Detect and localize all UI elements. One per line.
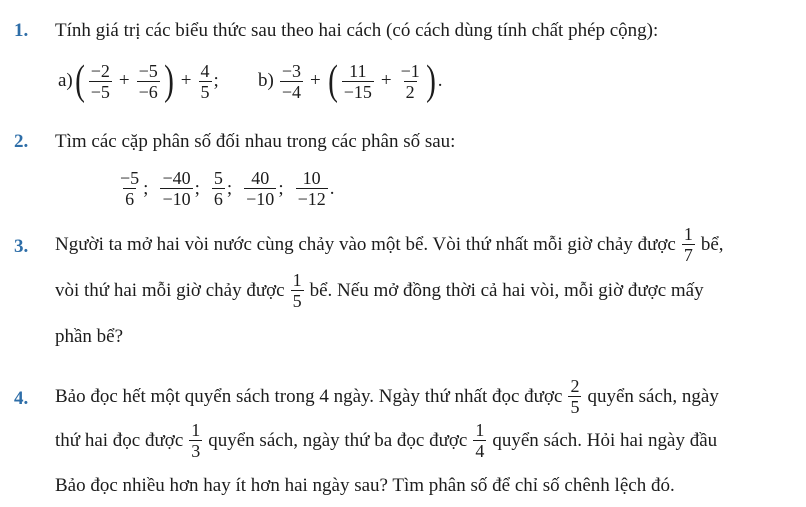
exercise-1a-label: a): [58, 70, 73, 91]
numerator: −5: [138, 60, 158, 81]
exercise-3-line-2: [55, 270, 704, 311]
fraction: [682, 224, 695, 265]
numerator: −1: [400, 60, 420, 81]
separator: ;: [194, 177, 200, 199]
separator: .: [329, 177, 335, 199]
exercise-4-line-2: [55, 420, 717, 461]
paren-close: ): [163, 58, 174, 104]
exercise-1b-label: b): [258, 70, 274, 91]
denominator: 5: [200, 81, 210, 102]
denominator: 6: [125, 189, 135, 209]
fraction: [244, 168, 276, 209]
separator: ;: [226, 177, 233, 199]
plus-sign: +: [309, 70, 321, 91]
exercise-4-number: 4.: [14, 388, 29, 409]
exercise-1-number: 1.: [14, 20, 29, 41]
fraction: [189, 420, 202, 461]
exercise-3-line-3: phần bể?: [55, 326, 124, 347]
denominator: −5: [90, 81, 110, 102]
numerator: −5: [120, 168, 140, 188]
separator: ;: [213, 70, 219, 91]
fraction: [342, 61, 374, 102]
fraction: [568, 376, 581, 417]
plus-sign: +: [180, 70, 192, 91]
fraction: [199, 61, 212, 102]
denominator: −6: [138, 81, 158, 102]
separator: ;: [143, 177, 149, 199]
exercise-1b: [258, 60, 442, 102]
text-segment: vòi thứ hai mỗi giờ chảy được: [55, 279, 285, 301]
fraction: [160, 168, 192, 209]
paren-open: (: [74, 58, 85, 104]
denominator: 6: [213, 189, 223, 209]
numerator: 1: [475, 420, 485, 440]
fraction: [212, 168, 225, 209]
numerator: 1: [191, 420, 201, 440]
denominator: 3: [191, 441, 201, 461]
exercise-2-text: Tìm các cặp phân số đối nhau trong các phân số sau:: [55, 131, 456, 152]
denominator: 2: [405, 81, 415, 102]
numerator: −2: [90, 60, 110, 81]
fraction: [118, 168, 141, 209]
text-segment: quyển sách, ngày thứ ba đọc được: [208, 429, 468, 451]
denominator: 7: [683, 245, 693, 265]
numerator: −3: [281, 60, 301, 81]
numerator: −40: [162, 168, 191, 188]
numerator: 5: [213, 168, 223, 188]
text-segment: quyển sách. Hỏi hai ngày đầu: [492, 429, 718, 451]
exercise-3-number: 3.: [14, 236, 29, 257]
fraction: [280, 61, 303, 102]
paren-close: ): [425, 58, 436, 104]
denominator: −15: [343, 81, 372, 102]
denominator: 5: [292, 291, 302, 311]
numerator: 1: [292, 270, 302, 290]
denominator: −10: [162, 189, 191, 209]
exercise-1a: [58, 60, 219, 102]
exercise-3-line-1: [55, 224, 724, 265]
fraction: [296, 168, 328, 209]
numerator: 1: [683, 224, 693, 244]
text-segment: bể. Nếu mở đồng thời cả hai vòi, mỗi giờ được mấy: [309, 279, 704, 301]
denominator: −12: [297, 189, 326, 209]
numerator: 2: [570, 376, 580, 396]
fraction: [137, 61, 160, 102]
paren-open: (: [327, 58, 338, 104]
text-segment: bể,: [700, 233, 724, 255]
numerator: 4: [200, 60, 210, 81]
denominator: 5: [570, 397, 580, 417]
fraction: [291, 270, 304, 311]
exercise-1-text: Tính giá trị các biểu thức sau theo hai cách (có cách dùng tính chất phép cộng):: [55, 20, 659, 41]
denominator: −10: [246, 189, 275, 209]
plus-sign: +: [118, 70, 130, 91]
exercise-4-line-1: [55, 376, 719, 417]
plus-sign: +: [380, 70, 392, 91]
separator: ;: [278, 177, 284, 199]
exercise-4-line-3: Bảo đọc nhiều hơn hay ít hơn hai ngày sau? Tìm phân số để chỉ số chênh lệch đó.: [55, 475, 675, 496]
exercise-2-fractions: [116, 168, 335, 209]
separator: .: [437, 70, 443, 91]
text-segment: Người ta mở hai vòi nước cùng chảy vào một bể. Vòi thứ nhất mỗi giờ chảy được: [55, 233, 676, 255]
text-segment: Bảo đọc hết một quyển sách trong 4 ngày. Ngày thứ nhất đọc được: [55, 385, 563, 407]
text-segment: thứ hai đọc được: [55, 429, 184, 451]
denominator: −4: [281, 81, 301, 102]
fraction: [89, 61, 112, 102]
numerator: 40: [251, 168, 270, 188]
numerator: 10: [302, 168, 321, 188]
exercise-2-number: 2.: [14, 131, 29, 152]
text-segment: quyển sách, ngày: [587, 385, 719, 407]
fraction: [473, 420, 486, 461]
denominator: 4: [475, 441, 485, 461]
numerator: 11: [349, 60, 367, 81]
fraction: [399, 61, 422, 102]
